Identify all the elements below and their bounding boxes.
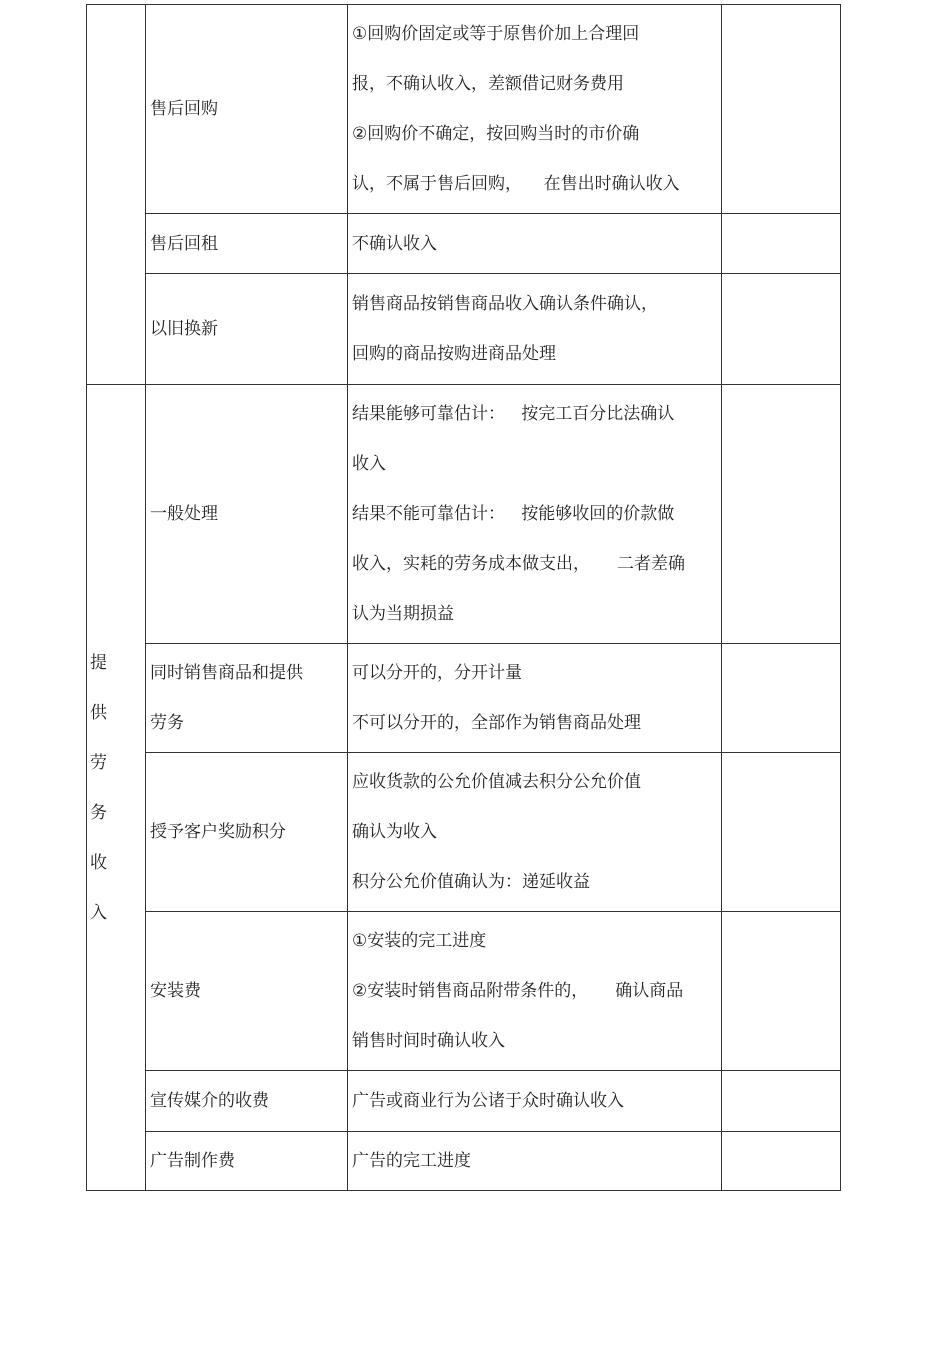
item-cell: 宣传媒介的收费 (146, 1071, 348, 1132)
description-cell: 不确认收入 (348, 214, 722, 274)
note-cell (722, 1132, 841, 1191)
table-row (87, 753, 841, 912)
item-cell: 安装费 (146, 912, 348, 1071)
table-row (87, 274, 841, 385)
note-cell (722, 644, 841, 753)
description-cell: 广告的完工进度 (348, 1132, 722, 1191)
category-cell-continued (87, 5, 146, 385)
note-cell (722, 274, 841, 385)
table-row (87, 1071, 841, 1132)
note-cell (722, 753, 841, 912)
table-row (87, 644, 841, 753)
revenue-recognition-table (86, 4, 841, 1191)
description-cell: 销售商品按销售商品收入确认条件确认， 回购的商品按购进商品处理 (348, 274, 722, 385)
table-row (87, 214, 841, 274)
item-cell: 一般处理 (146, 385, 348, 644)
note-cell (722, 385, 841, 644)
note-cell (722, 912, 841, 1071)
description-cell: 结果能够可靠估计： 按完工百分比法确认 收入 结果不能可靠估计： 按能够收回的价款做 收入，实耗的劳务成本做支出， 二者差确 认为当期损益 (348, 385, 722, 644)
category-cell-labor-revenue: 提 供 劳 务 收 入 (87, 385, 146, 1191)
item-cell: 以旧换新 (146, 274, 348, 385)
item-cell: 售后回购 (146, 5, 348, 214)
description-cell: ①安装的完工进度 ②安装时销售商品附带条件的， 确认商品 销售时间时确认收入 (348, 912, 722, 1071)
description-cell: 广告或商业行为公诸于众时确认收入 (348, 1071, 722, 1132)
note-cell (722, 1071, 841, 1132)
item-cell: 授予客户奖励积分 (146, 753, 348, 912)
note-cell (722, 214, 841, 274)
table-row (87, 1132, 841, 1191)
description-cell: 应收货款的公允价值减去积分公允价值 确认为收入 积分公允价值确认为：递延收益 (348, 753, 722, 912)
item-cell: 售后回租 (146, 214, 348, 274)
note-cell (722, 5, 841, 214)
item-cell: 广告制作费 (146, 1132, 348, 1191)
table-row (87, 5, 841, 214)
description-cell: ①回购价固定或等于原售价加上合理回 报，不确认收入，差额借记财务费用 ②回购价不确定，按回购当时的市价确 认，不属于售后回购， 在售出时确认收入 (348, 5, 722, 214)
table-row (87, 912, 841, 1071)
item-cell: 同时销售商品和提供 劳务 (146, 644, 348, 753)
description-cell: 可以分开的，分开计量 不可以分开的，全部作为销售商品处理 (348, 644, 722, 753)
table-row (87, 385, 841, 644)
